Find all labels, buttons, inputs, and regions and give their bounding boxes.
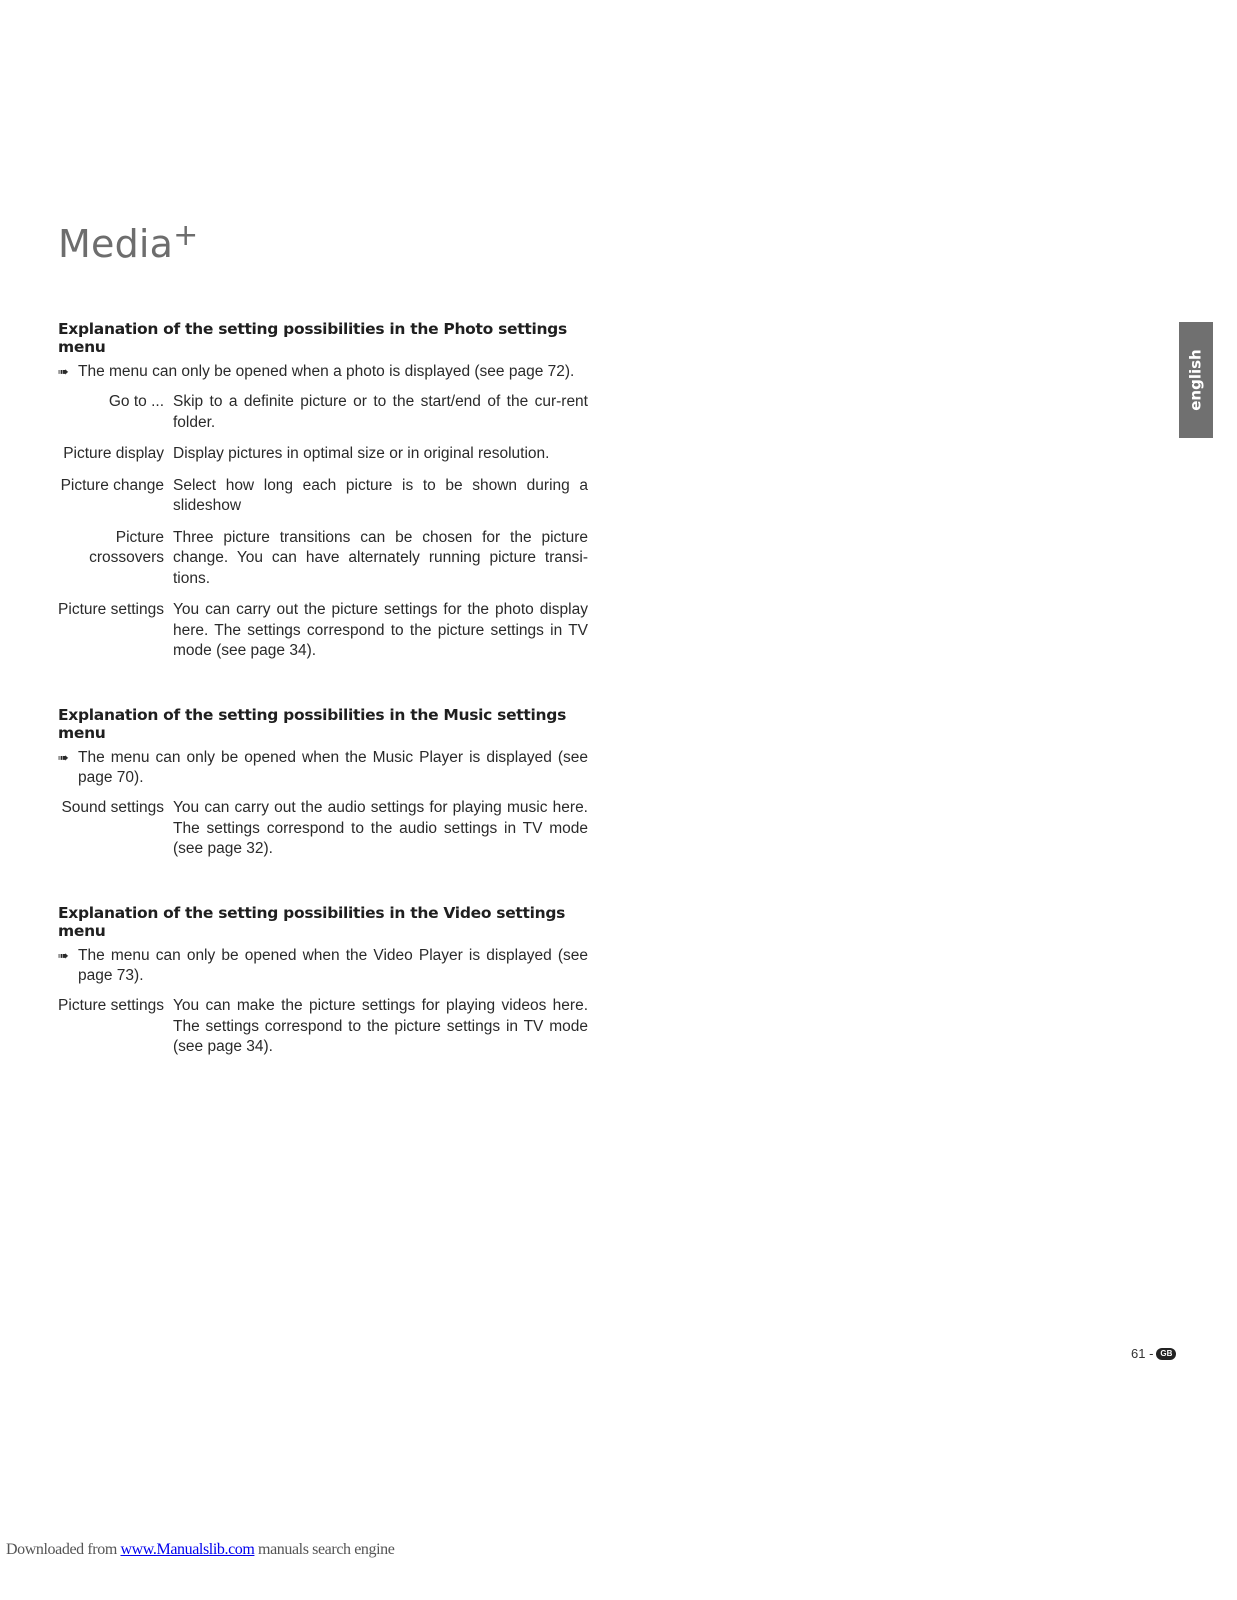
- definition-row: [58, 476, 588, 517]
- photo-settings-section: [58, 320, 588, 673]
- term: Picture change: [60, 476, 164, 494]
- section-heading: Explanation of the setting possibilities in the Photo settings menu: [58, 320, 567, 356]
- section-heading: Explanation of the setting possibilities in the Video settings menu: [58, 904, 566, 940]
- music-settings-section: [58, 706, 588, 871]
- arrow-right-icon: ➠: [58, 750, 69, 765]
- description: Three picture transitions can be chosen for the picture change. You can have alternately running picture transi-tions.: [173, 528, 588, 587]
- language-tab: english: [1179, 322, 1213, 438]
- note: ➠ The menu can only be opened when the Music Player is displayed (see page 70).: [58, 749, 588, 786]
- section-heading: Explanation of the setting possibilities in the Music settings menu: [58, 706, 566, 742]
- page-number: 61 - GB: [1131, 1346, 1176, 1361]
- term: Picture crossovers: [89, 528, 164, 566]
- description: You can carry out the audio settings for playing music here. The settings correspond to the audio settings in TV mode (see page 32).: [173, 799, 588, 857]
- definition-row: [58, 528, 588, 590]
- term: Picture settings: [58, 997, 164, 1014]
- definition-row: [58, 600, 588, 662]
- download-footer: Downloaded from www.Manualslib.com manuals search engine: [6, 1541, 395, 1558]
- page-title: Media+: [58, 218, 199, 266]
- description: Select how long each picture is to be shown during a slideshow: [173, 476, 588, 514]
- definition-row: [58, 996, 588, 1058]
- term: Picture display: [63, 445, 164, 462]
- arrow-right-icon: ➠: [58, 948, 69, 963]
- description: Skip to a definite picture or to the start/end of the cur-rent folder.: [173, 393, 588, 431]
- description: Display pictures in optimal size or in original resolution.: [173, 445, 550, 462]
- note: ➠ The menu can only be opened when the Video Player is displayed (see page 73).: [58, 947, 588, 984]
- term: Go to ...: [108, 393, 164, 410]
- note: ➠ The menu can only be opened when a photo is displayed (see page 72).: [58, 363, 575, 380]
- arrow-right-icon: ➠: [58, 364, 69, 379]
- definition-row: [58, 798, 588, 860]
- definition-row: [58, 444, 588, 465]
- term: Picture settings: [58, 601, 164, 618]
- term: Sound settings: [61, 799, 164, 816]
- country-badge: GB: [1156, 1348, 1176, 1360]
- video-settings-section: [58, 904, 588, 1069]
- description: You can carry out the picture settings for the photo display here. The settings correspond to the picture settings in TV mode (see page 34).: [173, 601, 588, 659]
- manualslib-link[interactable]: www.Manualslib.com: [120, 1541, 255, 1558]
- definition-row: [58, 392, 588, 433]
- description: You can make the picture settings for playing videos here. The settings correspond to the picture settings in TV mode (see page 34).: [173, 997, 588, 1055]
